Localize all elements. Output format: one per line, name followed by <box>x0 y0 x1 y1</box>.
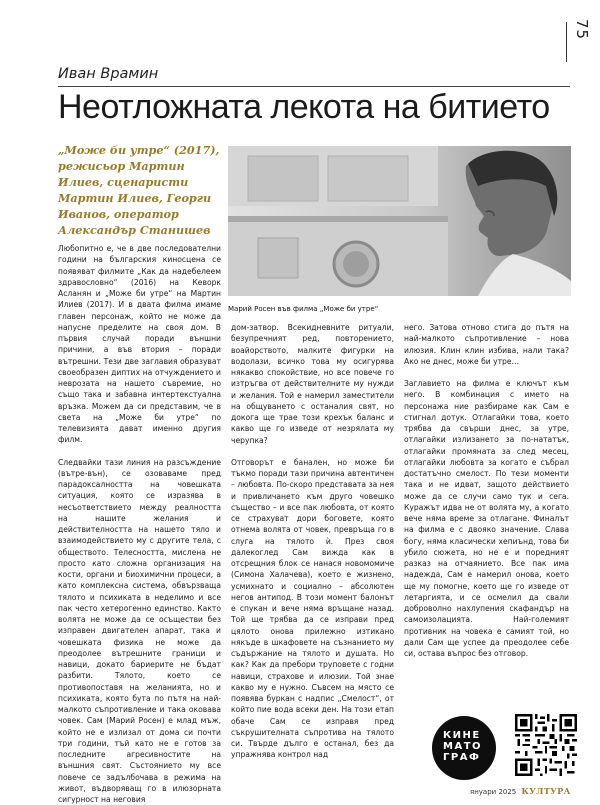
film-still-photo <box>228 146 571 296</box>
kinematograf-logo <box>432 716 496 780</box>
article-column-1 <box>58 243 221 805</box>
article-column-2 <box>231 322 394 761</box>
magazine-name: КУЛТУРА <box>522 786 571 796</box>
film-credits: „Може би утре“ (2017), режисьор Мартин Илиев, сценаристи Мартин Илиев, Георги Иванов, оператор Александър Станишев <box>58 142 228 238</box>
article-title: Неотложната лекота на битието <box>58 88 550 127</box>
page-number-rule <box>566 22 567 62</box>
paragraph: дом-затвор. Всекидневните ритуали, безупречният ред, повторението, воайорството, малките фигурки на водолази, всичко това му осигурява някакво спокойствие, но все повече го изтръгва от действителните му нужди и желания. Той е намерил заместители на общуването с останалия свят, но докога ще трае този крехък баланс и какво ще го изведе от незрялата му черупка? <box>231 322 394 446</box>
logo-line: КИНЕ <box>443 730 482 741</box>
paragraph: него. Затова отново стига до пътя на най-малкото съпротивление – нова илюзия. Клин клин избива, нали така? Ако не днес, може би утре… <box>404 322 569 367</box>
issue-date: януари 2025 <box>470 788 516 796</box>
qr-code-icon[interactable] <box>515 714 577 776</box>
paragraph: Отговорът е банален, но може би тъкмо поради тази причина автентичен – любовта. По-скоро представата за нея и привличането към друго човешко същество – и все пак любовта, от която се страхуват дори боговете, която отнема волята от човек, превръща го в слуга на тялото ѝ. През своя далекоглед Сам вижда как в отсрещния блок се нанася новомомиче (Симона Халачева), което е жизнено, усмихнато и социално – абсолютен негов антипод. В този момент балонът е спукан и вече няма връщане назад. Той ще трябва да се изправи пред цялото онова прилежно изтикано някъде в шкафовете на съзнанието му съдържание на тялото и душата. Но как? Как да пребори труповете с годни навици, страхове и илюзии. Той знае какво му е нужно. Съвсем на място се появява буркан с надпис „Смелост“, от който пие вода всеки ден. На този етап обаче Сам се изправя пред съкрушителната съпротива на тялото си. Твърде дълго е останал, без да упражнява контрол над <box>231 457 394 761</box>
paragraph: Заглавието на филма е ключът към него. В комбинация с името на персонажа ние разбираме как Сам е стигнал дотук. Отлагайки това, което трябва да свърши днес, за утре, отлагайки излизането за по-нататък, отлагайки промяната за след месец, отлагайки любовта за когато е събрал достатъчно смелост. По тези моменти така и не идват, защото действието може да се случи само тук и сега. Куражът идва не от волята му, а когато вече няма време за отлагане. Финалът на филма е с двояко значение. Слава богу, няма класически хепиънд, това би убило сюжета, но не е и поредният разказ на отчаянието. Все пак има надежда, Сам е намерил онова, което ще му помогне, което ще го изведе от летаргията, и се осмелил да свали доброволно нахлупения скафандър на самоизолацията. Най-големият противник на човека е самият той, но дали Сам ще успее да преодолее себе си, остава въпрос без отговор. <box>404 378 569 659</box>
logo-line: ГРАФ <box>443 752 482 763</box>
article-column-3 <box>404 322 569 659</box>
logo-line: МАТО <box>443 741 482 752</box>
photo-caption: Марий Росен във филма „Може би утре“ <box>228 305 378 313</box>
paragraph: Любопитно е, че в две последователни години на българския киносцена се появяват филмите „Как да надебелеем здравословно“ (2016) на Кеворк Асланян и „Може би утре“ на Мартин Илиев (2017). И в двата филма имаме главен персонаж, който не може да напусне пределите на своя дом. В първия случай поради външни причини, а във втория – поради вътрешни. Тези две заглавия образуват своеобразен диптих на отчуждението и неврозата на нашето съвремие, но също така и забавна интертекстуална връзка. Можем да си представим, че в света на „Може би утре“ по телевизията дават именно другия филм. <box>58 243 221 446</box>
page-number-text: 75 <box>573 19 591 39</box>
header-rule <box>58 86 570 87</box>
page-footer <box>470 786 571 796</box>
page-number <box>572 18 592 38</box>
author-name: Иван Врамин <box>58 66 158 82</box>
man-portrait-illustration <box>228 146 571 296</box>
paragraph: Следвайки тази линия на разсъждение (вътре-вън), се озоваваме пред парадоксалността на човешката ситуация, която се изразява в несъответствието между реалността на нашите желания и действителността на нашето тяло и взаимодействието му с другите тела, с обществото. Телесността, мислена не просто като сложна организация на кости, органи и биохимични процеси, а като комплексна система, обвързваща тялото и психиката в неделимо и все пак често хетерогенно единство. Както волята не може да се осъществи без изправен двигателен апарат, така и човешката физика не може да преодолее вътрешните граници и навици, докато бариерите не бъдат разбити. Тялото, което се противопоставя на желанията, но и психиката, която бута по пътя на най-малкото съпротивление и така оковава човек. Сам (Марий Росен) е млад мъж, който не е излизал от дома си почти три години, тъй като не е готов за последните агресивностите на външния свят. Състоянието му все повече се задълбочава в режима на живот, въдворяващ го в илюзорната сигурност на неговия <box>58 457 221 805</box>
